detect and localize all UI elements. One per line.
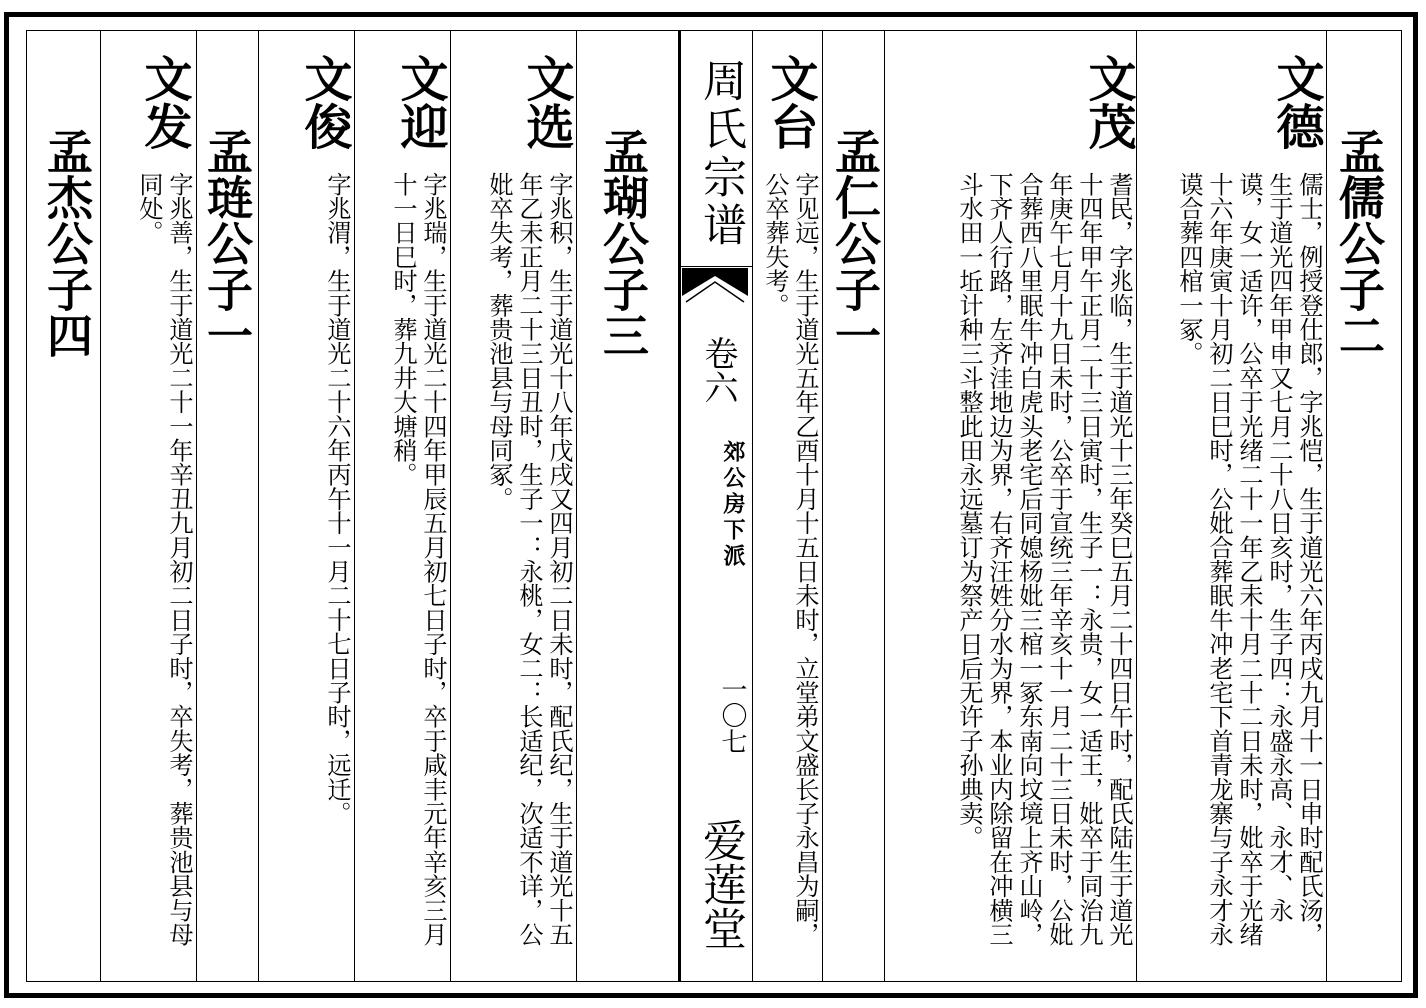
- hall-name: 爱莲堂: [695, 818, 746, 950]
- person-name: 文俊: [296, 54, 352, 150]
- person-record: 耆民，字兆临，生于道光十三年癸巳五月二十四日午时，配氏陆生于道光十四年甲午正月二十三日寅时，生子一：永贵，女一适王，妣卒于同治九年庚午七月十九日未时，公卒于宣统三年辛亥十一月二十三日未时，公妣合葬西八里眠牛冲白虎头老宅后同媳杨妣三棺一冢东南向坟境上齐山岭，下齐人行路，左齐洼地边为界，右齐汪姓分水为界，本业内除留在冲横三斗水田一坵计种三斗整此田永远墓订为祭产日后无许子孙典卖。: [955, 172, 1133, 947]
- column-rule: [450, 31, 451, 981]
- person-record: 字兆善，生于道光二十一年辛丑九月初二日子时，卒失考，葬贵池县与母同处。: [135, 172, 193, 947]
- center-divider: [681, 266, 752, 267]
- person-name: 文发: [136, 54, 192, 150]
- column-rule: [576, 31, 577, 981]
- column-rule: [258, 31, 259, 981]
- person-name: 文迎: [392, 54, 448, 150]
- person-record: 字兆渭，生于道光二十六年丙午十一月二十七日子时，远迁。: [323, 172, 351, 826]
- column-rule: [752, 31, 753, 981]
- column-rule: [100, 31, 101, 981]
- person-record: 字兆瑞，生于道光二十四年甲辰五月初七日子时，卒于咸丰元年辛亥三月十一日巳时，葬九井大塘稍。: [389, 172, 447, 947]
- column-rule: [884, 31, 885, 981]
- son-heading: 孟仁公子一: [828, 128, 882, 358]
- person-name: 文德: [1268, 54, 1324, 150]
- person-name: 文茂: [1080, 54, 1136, 150]
- column-rule: [1326, 31, 1327, 981]
- column-rule: [1136, 31, 1137, 981]
- column-rule: [354, 31, 355, 981]
- son-heading: 孟琏公子一: [200, 128, 254, 358]
- person-name: 文选: [518, 54, 574, 150]
- center-fold-rule: [678, 31, 681, 981]
- fishtail-ornament: [682, 268, 748, 324]
- person-record: 字见远，生于道光五年乙酉十月十五日未时，立堂弟文盛长子永昌为嗣，公卒葬失考。: [761, 172, 819, 947]
- page-number: 一〇七: [717, 676, 747, 754]
- column-rule: [822, 31, 823, 981]
- person-name: 文台: [762, 54, 818, 150]
- person-record: 字兆积，生于道光十八年戊戌又四月初二日未时，配氏纪，生于道光十五年乙未正月二十三日丑时，生子一：永桃，女二：长适纪，次适不详，公妣卒失考，葬贵池县与母同冢。: [485, 172, 573, 947]
- branch-label: 郊公房下派: [720, 440, 746, 570]
- son-heading: 孟瑚公子三: [596, 128, 650, 358]
- son-heading: 孟杰公子四: [40, 128, 94, 358]
- son-heading: 孟儒公子二: [1332, 128, 1386, 358]
- column-rule: [196, 31, 197, 981]
- volume-label: 卷六: [698, 336, 738, 404]
- person-record: 儒士，例授登仕郎，字兆恺，生于道光六年丙戌九月十一日申时配氏汤，生于道光四年甲申又七月二十八日亥时，生子四：永盛永高、永才、永谟，女一适许，公卒于光绪二十一年乙未十月二十二日未时，妣卒于光绪十六年庚寅十月初二日巳时，公妣合葬眠牛冲老宅下首青龙寨与子永才永谟合葬四棺一冢。: [1175, 172, 1323, 947]
- book-title: 周氏宗谱: [695, 58, 746, 250]
